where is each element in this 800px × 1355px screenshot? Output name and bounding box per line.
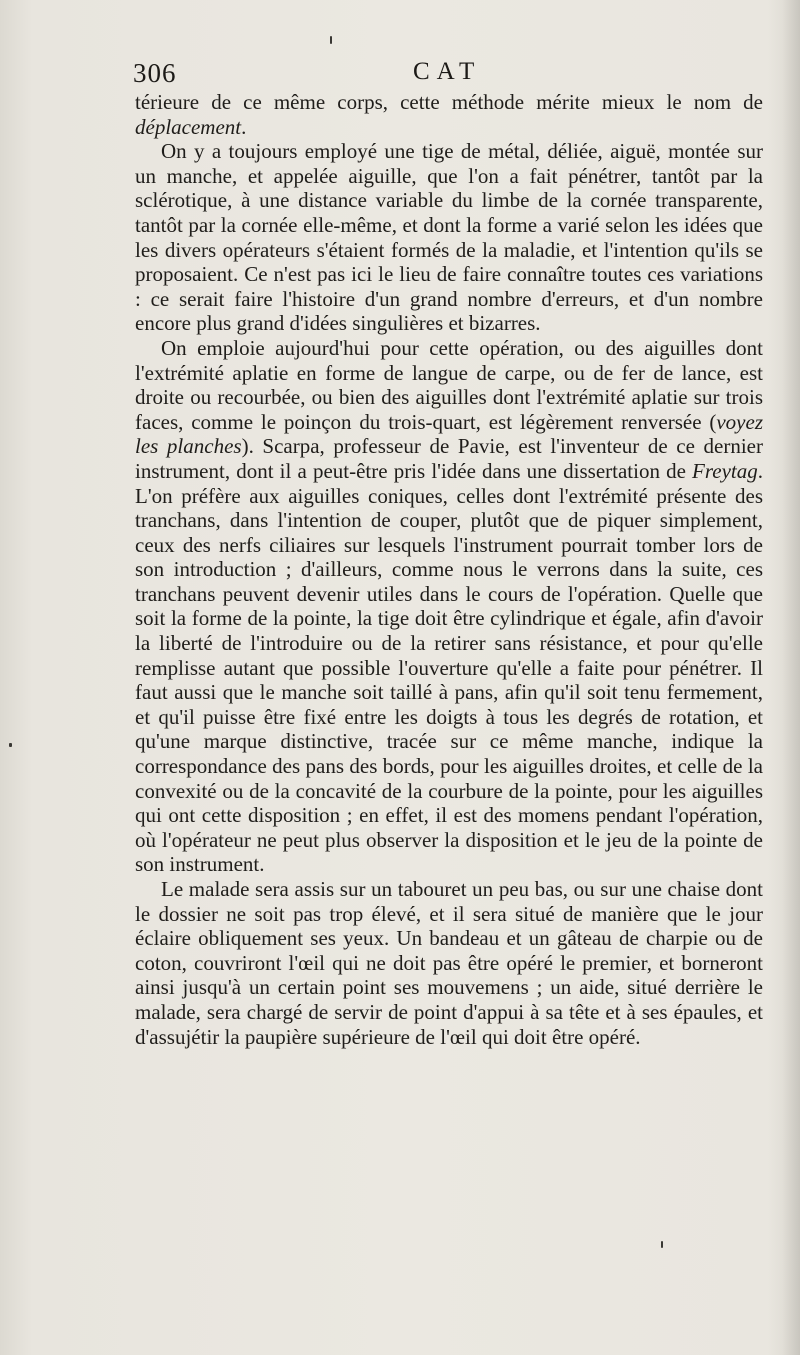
italic-name: Freytag — [692, 458, 758, 483]
italic-term: déplacement — [135, 114, 242, 139]
text-run: On y a toujours employé une tige de métal, déliée, aiguë, montée sur un manche, et appelée aiguille, que l'on a fait pénétrer, tantôt par la sclérotique, à une distance variable du limbe de la cornée transparente, tantôt par la cornée elle-même, et dont la forme a varié selon les idées que les divers opérateurs s'étaient formés de la maladie, et l'intention qu'ils se proposaient. Ce n'est pas ici le lieu de faire connaître toutes ces variations : ce serait faire l'histoire d'un grand nombre d'erreurs, et d'un nombre encore plus grand d'idées singulières et bizarres. — [135, 139, 763, 336]
text-run: ). Scarpa, professeur de Pavie, est l'inventeur de ce dernier instrument, dont il a peut-être pris l'idée dans une dissertation de — [135, 434, 763, 483]
ink-speck — [9, 743, 12, 747]
running-head: CAT — [413, 58, 482, 85]
page-edge-shadow — [782, 0, 800, 1355]
paragraph — [135, 336, 763, 877]
body-text — [135, 90, 763, 1049]
text-run: térieure de ce même corps, cette méthode mérite mieux le nom de — [135, 90, 763, 114]
ink-speck — [661, 1241, 663, 1248]
italic-reference: voyez les planches — [135, 409, 763, 459]
page-header — [133, 58, 763, 94]
ink-speck — [330, 36, 332, 44]
page-number: 306 — [133, 58, 177, 88]
paragraph — [135, 90, 763, 139]
paragraph — [135, 139, 763, 336]
text-run: . L'on préfère aux aiguilles coniques, celles dont l'extrémité présente des tranchans, dans l'intention de couper, plutôt que de piquer simplement, ceux des nerfs ciliaires sur lesquels l'instrument pourrait tomber lors de son introduction ; d'ailleurs, comme nous le verrons dans la suite, ces tranchans peuvent devenir utiles dans le cours de l'opération. Quelle que soit la forme de la pointe, la tige doit être cylindrique et égale, afin d'avoir la liberté de l'introduire ou de la retirer sans résistance, et pour qu'elle remplisse autant que possible l'ouverture qu'elle a faite pour pénétrer. Il faut aussi que le manche soit taillé à pans, afin qu'il soit tenu fermement, et qu'il puisse être fixé entre les doigts à tous les degrés de rotation, et qu'une marque distinctive, tracée sur ce même manche, indique la correspondance des pans des bords, pour les aiguilles droites, et celle de la convexité ou de la concavité de la courbure de la pointe, pour les aiguilles qui ont cette disposition ; en effet, il est des momens pendant l'opération, où l'opérateur ne peut plus observer la disposition et le jeu de la pointe de son instrument. — [135, 458, 763, 877]
paragraph — [135, 877, 763, 1049]
text-run: . — [241, 114, 247, 139]
text-run: Le malade sera assis sur un tabouret un peu bas, ou sur une chaise dont le dossier ne soit pas trop élevé, et il sera situé de manière que le jour éclaire obliquement ses yeux. Un bandeau et un gâteau de charpie ou de coton, couvriront l'œil qui ne doit pas être opéré le premier, et borneront ainsi jusqu'à un certain point ses mouvemens ; un aide, situé derrière le malade, sera chargé de servir de point d'appui à sa tête et à ses épaules, et d'assujétir la paupière supérieure de l'œil qui doit être opéré. — [135, 877, 763, 1049]
text-run: On emploie aujourd'hui pour cette opération, ou des aiguilles dont l'extrémité aplatie en forme de langue de carpe, ou de fer de lance, est droite ou recourbée, ou bien des aiguilles dont l'extrémité aplatie sur trois faces, comme le poinçon du trois-quart, est légèrement renversée ( — [135, 335, 763, 434]
